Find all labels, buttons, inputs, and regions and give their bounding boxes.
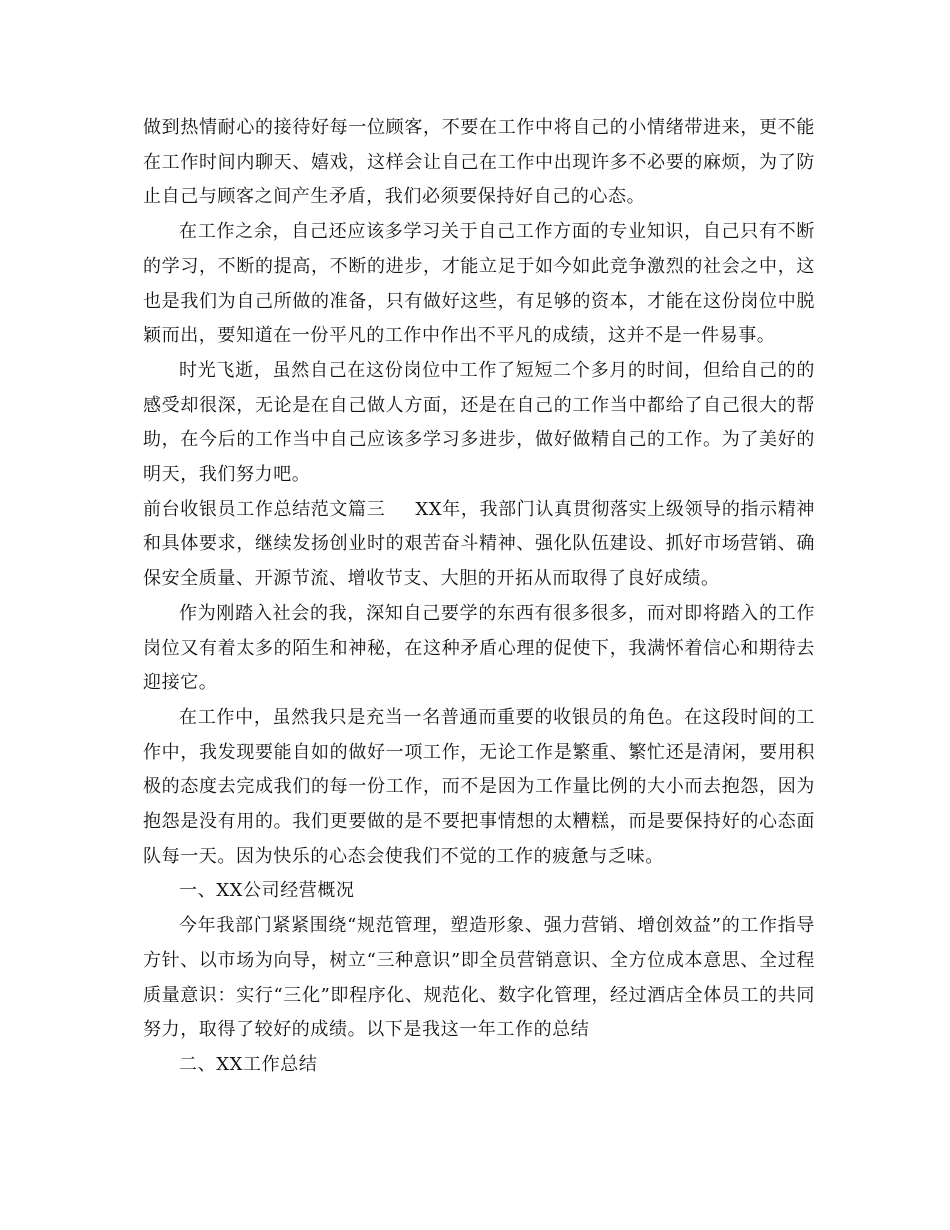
document-body bbox=[143, 111, 815, 1083]
paragraph-time-reflection: 时光飞逝，虽然自己在这份岗位中工作了短短二个多月的时间，但给自己的的感受却很深，无论是在自己做人方面，还是在自己的工作当中都给了自己很大的帮助，在今后的工作当中自己应该多学习多进步，做好做精自己的工作。为了美好的明天，我们努力吧。 bbox=[143, 359, 815, 486]
heading-work-summary: 二、XX工作总结 bbox=[179, 1053, 318, 1075]
paragraph-new-to-society: 作为刚踏入社会的我，深知自己要学的东西有很多很多，而对即将踏入的工作岗位又有着太多的陌生和神秘，在这种矛盾心理的促使下，我满怀着信心和期待去迎接它。 bbox=[143, 602, 815, 694]
heading-company-overview: 一、XX公司经营概况 bbox=[179, 880, 355, 902]
section-heading-line bbox=[143, 493, 815, 597]
section-intro: XX年，我部门认真贯彻落实上级领导的指示精神和具体要求，继续发扬创业时的艰苦奋斗精神、强化队伍建设、抓好市场营销、确保安全质量、开源节流、增收节支、大胆的开拓从而取得了良好成绩。 bbox=[143, 498, 815, 590]
paragraph-customer-attitude: 做到热情耐心的接待好每一位顾客，不要在工作中将自己的小情绪带进来，更不能在工作时间内聊天、嬉戏，这样会让自己在工作中出现许多不必要的麻烦，为了防止自己与顾客之间产生矛盾，我们必须要保持好自己的心态。 bbox=[143, 117, 815, 208]
paragraph-self-study: 在工作之余，自己还应该多学习关于自己工作方面的专业知识，自己只有不断的学习，不断的提高，不断的进步，才能立足于如今如此竞争激烈的社会之中，这也是我们为自己所做的准备，只有做好这些，有足够的资本，才能在这份岗位中脱颖而出，要知道在一份平凡的工作中作出不平凡的成绩，这并不是一件易事。 bbox=[143, 221, 815, 347]
paragraph-department-work: 今年我部门紧紧围绕“规范管理，塑造形象、强力营销、增创效益”的工作指导方针、以市场为向导，树立“三种意识”即全员营销意识、全方位成本意思、全过程质量意识：实行“三化”即程序化、规范化、数字化管理，经过酒店全体员工的共同努力，取得了较好的成绩。以下是我这一年工作的总结 bbox=[143, 915, 815, 1041]
section-title: 前台收银员工作总结范文篇三 bbox=[143, 498, 386, 520]
paragraph-cashier-role: 在工作中，虽然我只是充当一名普通而重要的收银员的角色。在这段时间的工作中，我发现要能自如的做好一项工作，无论工作是繁重、繁忙还是清闲，要用积极的态度去完成我们的每一份工作，而不是因为工作量比例的大小而去抱怨，因为抱怨是没有用的。我们更要做的是不要把事情想的太糟糕，而是要保持好的心态面队每一天。因为快乐的心态会使我们不觉的工作的疲惫与乏味。 bbox=[143, 706, 815, 867]
